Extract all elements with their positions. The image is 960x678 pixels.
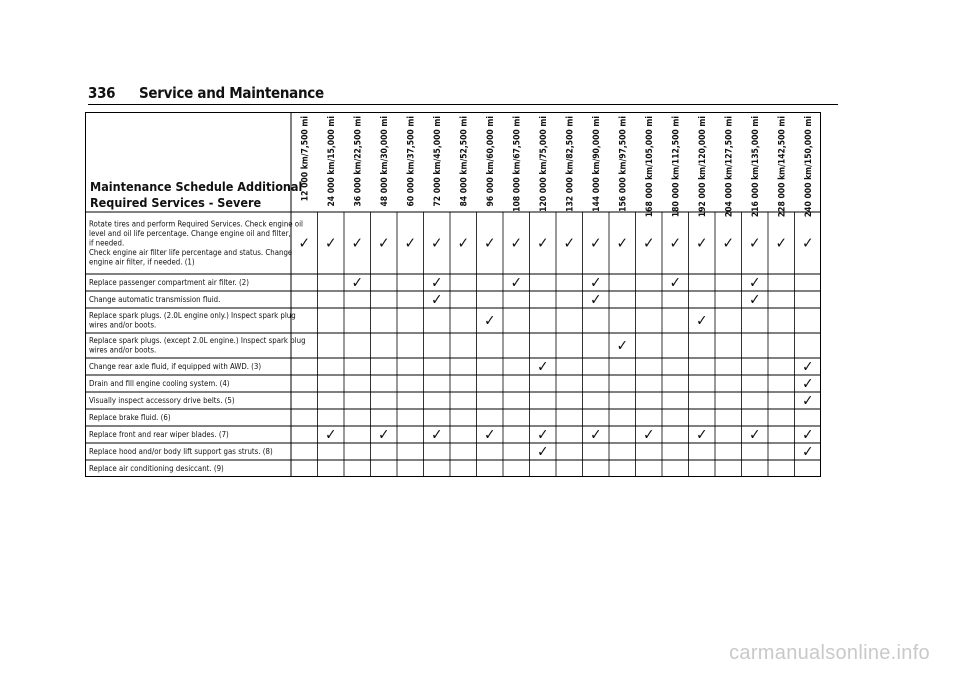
interval-header: 192 000 km/120,000 mi <box>697 116 708 218</box>
check-mark: ✓ <box>510 234 522 252</box>
check-mark: ✓ <box>669 234 681 252</box>
check-mark: ✓ <box>802 391 814 410</box>
check-mark: ✓ <box>643 425 655 444</box>
check-mark: ✓ <box>722 234 734 252</box>
check-mark: ✓ <box>696 311 708 330</box>
check-mark: ✓ <box>351 273 363 292</box>
check-mark: ✓ <box>802 234 814 252</box>
check-mark: ✓ <box>431 290 443 309</box>
interval-header: 12 000 km/7,500 mi <box>300 116 311 202</box>
interval-header: 132 000 km/82,500 mi <box>565 116 576 212</box>
check-mark: ✓ <box>484 234 496 252</box>
interval-header: 48 000 km/30,000 mi <box>379 116 390 207</box>
page-title: Service and Maintenance <box>139 84 324 102</box>
check-mark: ✓ <box>590 234 602 252</box>
row-label-line: Replace spark plugs. (except 2.0L engine.) Inspect spark plug <box>89 336 306 346</box>
row-label-line: wires and/or boots. <box>89 320 157 330</box>
check-mark: ✓ <box>378 425 390 444</box>
page-header <box>88 84 838 104</box>
watermark: carmanualsonline.info <box>729 642 930 664</box>
check-mark: ✓ <box>802 374 814 393</box>
check-mark: ✓ <box>510 273 522 292</box>
interval-header: 24 000 km/15,000 mi <box>326 116 337 207</box>
check-mark: ✓ <box>802 357 814 376</box>
check-mark: ✓ <box>643 234 655 252</box>
check-mark: ✓ <box>351 234 363 252</box>
check-mark: ✓ <box>431 425 443 444</box>
row-label-line: engine air filter, if needed. (1) <box>89 257 195 267</box>
header-rule <box>88 104 838 105</box>
check-mark: ✓ <box>325 234 337 252</box>
check-mark: ✓ <box>431 273 443 292</box>
check-mark: ✓ <box>537 425 549 444</box>
interval-header: 144 000 km/90,000 mi <box>591 116 602 212</box>
check-mark: ✓ <box>749 290 761 309</box>
row-label-line: Change automatic transmission fluid. <box>89 294 221 304</box>
row-label-line: Replace hood and/or body lift support gas struts. (8) <box>89 446 273 456</box>
check-mark: ✓ <box>749 273 761 292</box>
interval-header: 72 000 km/45,000 mi <box>432 116 443 207</box>
check-mark: ✓ <box>616 336 628 355</box>
page-number: 336 <box>88 84 116 102</box>
interval-header: 156 000 km/97,500 mi <box>618 116 629 212</box>
check-mark: ✓ <box>749 234 761 252</box>
row-label-line: Check engine air filter life percentage and status. Change <box>89 247 293 257</box>
interval-header: 228 000 km/142,500 mi <box>777 116 788 218</box>
check-mark: ✓ <box>484 425 496 444</box>
check-mark: ✓ <box>378 234 390 252</box>
check-mark: ✓ <box>457 234 469 252</box>
row-label-line: Replace brake fluid. (6) <box>89 412 171 422</box>
check-mark: ✓ <box>325 425 337 444</box>
row-label-line: Drain and fill engine cooling system. (4) <box>89 378 230 388</box>
row-label-line: Replace air conditioning desiccant. (9) <box>89 463 224 473</box>
check-mark: ✓ <box>749 425 761 444</box>
interval-header: 108 000 km/67,500 mi <box>512 116 523 212</box>
check-mark: ✓ <box>537 357 549 376</box>
table-title-line: Required Services - Severe <box>90 195 262 210</box>
interval-header: 240 000 km/150,000 mi <box>803 116 814 218</box>
check-mark: ✓ <box>775 234 787 252</box>
check-mark: ✓ <box>696 425 708 444</box>
check-mark: ✓ <box>298 234 310 252</box>
row-label-line: Change rear axle fluid, if equipped with AWD. (3) <box>89 361 262 371</box>
check-mark: ✓ <box>537 442 549 461</box>
interval-header: 60 000 km/37,500 mi <box>406 116 417 207</box>
check-mark: ✓ <box>802 425 814 444</box>
table-title-line: Maintenance Schedule Additional <box>90 179 303 194</box>
row-label-line: level and oil life percentage. Change engine oil and filter, <box>89 228 291 238</box>
check-mark: ✓ <box>563 234 575 252</box>
check-mark: ✓ <box>669 273 681 292</box>
check-mark: ✓ <box>537 234 549 252</box>
maintenance-schedule-table <box>85 112 835 487</box>
check-mark: ✓ <box>590 425 602 444</box>
row-label-line: Visually inspect accessory drive belts. (5) <box>89 395 235 405</box>
row-label-line: Rotate tires and perform Required Services. Check engine oil <box>89 219 303 229</box>
interval-header: 96 000 km/60,000 mi <box>485 116 496 207</box>
interval-header: 204 000 km/127,500 mi <box>724 116 735 218</box>
check-mark: ✓ <box>590 290 602 309</box>
check-mark: ✓ <box>431 234 443 252</box>
interval-header: 180 000 km/112,500 mi <box>671 116 682 218</box>
check-mark: ✓ <box>590 273 602 292</box>
check-mark: ✓ <box>404 234 416 252</box>
interval-header: 84 000 km/52,500 mi <box>459 116 470 207</box>
interval-header: 168 000 km/105,000 mi <box>644 116 655 218</box>
check-mark: ✓ <box>484 311 496 330</box>
check-mark: ✓ <box>696 234 708 252</box>
check-mark: ✓ <box>616 234 628 252</box>
interval-header: 120 000 km/75,000 mi <box>538 116 549 212</box>
interval-header: 36 000 km/22,500 mi <box>353 116 364 207</box>
row-label-line: wires and/or boots. <box>89 345 157 355</box>
schedule-grid <box>85 112 835 482</box>
row-label-line: Replace passenger compartment air filter. (2) <box>89 277 249 287</box>
row-label-line: if needed. <box>89 238 125 248</box>
row-label-line: Replace spark plugs. (2.0L engine only.) Inspect spark plug <box>89 311 296 321</box>
row-label-line: Replace front and rear wiper blades. (7) <box>89 429 229 439</box>
interval-header: 216 000 km/135,000 mi <box>750 116 761 218</box>
check-mark: ✓ <box>802 442 814 461</box>
